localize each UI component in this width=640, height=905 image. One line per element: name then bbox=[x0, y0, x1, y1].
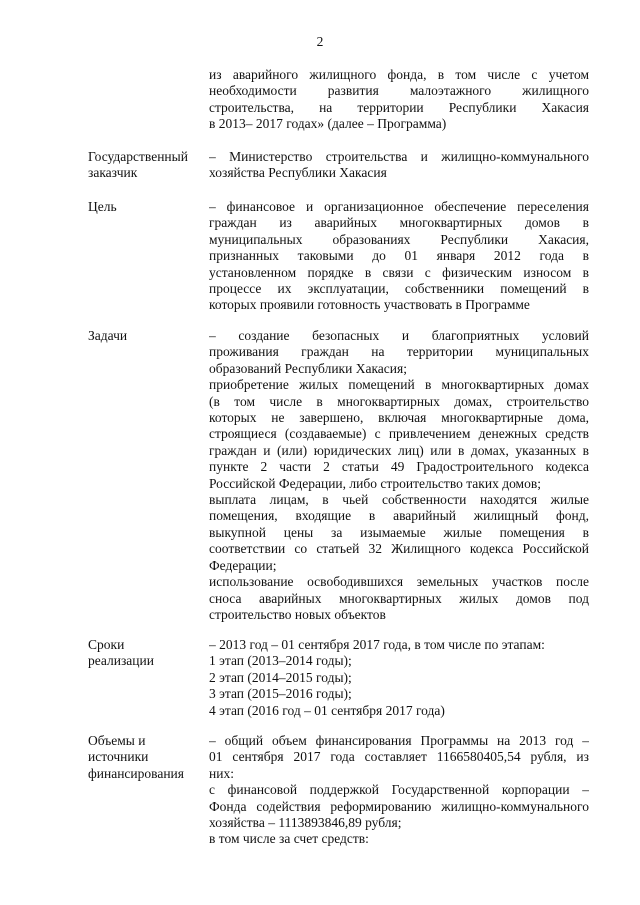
text-line: Российской Федерации, либо строительство таких домов; bbox=[209, 475, 541, 491]
text-line: установленном порядке в связи с физическим износом в bbox=[209, 264, 589, 280]
text-line: – 2013 год – 01 сентября 2017 года, в том числе по этапам: bbox=[209, 637, 545, 652]
text-line: строительства, на территории Республики Хакасия bbox=[209, 99, 589, 115]
label-line: заказчик bbox=[88, 165, 138, 181]
text-line: в том числе за счет средств: bbox=[209, 831, 369, 847]
text-line: образований Республики Хакасия; bbox=[209, 360, 407, 376]
label-line: Сроки bbox=[88, 637, 125, 652]
content-funding bbox=[209, 733, 589, 848]
text-line: (в том числе в многоквартирных домах, строительство bbox=[209, 393, 589, 409]
text-line: признанных таковыми до 01 января 2012 года в bbox=[209, 248, 589, 264]
text-line: граждан и (или) юридических лиц) или в домах, указанных в bbox=[209, 442, 589, 458]
label-timeline bbox=[88, 637, 198, 670]
text-line: хозяйства – 1113893846,89 рубля; bbox=[209, 815, 402, 831]
text-line: – создание безопасных и благоприятных условий bbox=[209, 328, 589, 343]
text-line: Фонда содействия реформированию жилищно-коммунального bbox=[209, 798, 589, 814]
content-goal bbox=[209, 199, 589, 314]
text-line: пункте 2 части 2 статьи 49 Градостроительного кодекса bbox=[209, 459, 589, 475]
text-line: – финансовое и организационное обеспечение переселения bbox=[209, 199, 589, 214]
text-line: сноса аварийных многоквартирных жилых домов под bbox=[209, 590, 589, 606]
text-line: – общий объем финансирования Программы на 2013 год – bbox=[209, 733, 589, 748]
text-line: муниципальных образованиях Республики Хакасия, bbox=[209, 231, 589, 247]
text-line: граждан из аварийных многоквартирных домов в bbox=[209, 215, 589, 231]
text-line: соответствии со статьей 32 Жилищного кодекса Российской bbox=[209, 541, 589, 557]
text-line: выкупной цены за изымаемые жилые помещения в bbox=[209, 524, 589, 540]
text-line: 3 этап (2015–2016 годы); bbox=[209, 686, 352, 702]
label-goal bbox=[88, 199, 198, 215]
text-line: процессе их эксплуатации, собственники помещений в bbox=[209, 281, 589, 297]
text-line: необходимости развития малоэтажного жилищного bbox=[209, 83, 589, 99]
label-line: Задачи bbox=[88, 328, 128, 343]
text-line: которых не завершено, включая многоквартирные дома, bbox=[209, 410, 589, 426]
text-line: из аварийного жилищного фонда, в том числе с учетом bbox=[209, 67, 589, 82]
text-line: в 2013– 2017 годах» (далее – Программа) bbox=[209, 116, 447, 132]
label-tasks bbox=[88, 328, 198, 344]
text-line: Федерации; bbox=[209, 557, 277, 573]
text-line: 1 этап (2013–2014 годы); bbox=[209, 653, 352, 669]
content-state-customer bbox=[209, 149, 589, 182]
text-line: них: bbox=[209, 765, 234, 781]
text-line: использование освободившихся земельных участков после bbox=[209, 574, 589, 590]
text-line: 4 этап (2016 год – 01 сентября 2017 года) bbox=[209, 702, 445, 718]
text-line: приобретение жилых помещений в многоквартирных домах bbox=[209, 377, 589, 393]
label-line: реализации bbox=[88, 653, 154, 669]
text-line: 2 этап (2014–2015 годы); bbox=[209, 669, 352, 685]
text-line: строящиеся (создаваемые) с привлечением денежных средств bbox=[209, 426, 589, 442]
content-timeline bbox=[209, 637, 589, 719]
label-funding bbox=[88, 733, 198, 782]
text-line: выплата лицам, в чьей собственности находятся жилые bbox=[209, 492, 589, 508]
label-line: Цель bbox=[88, 199, 117, 214]
text-line: 01 сентября 2017 года составляет 1166580405,54 рубля, из bbox=[209, 749, 589, 765]
text-line: проживания граждан на территории муниципальных bbox=[209, 344, 589, 360]
text-line: хозяйства Республики Хакасия bbox=[209, 165, 387, 181]
text-line: строительство новых объектов bbox=[209, 606, 386, 622]
label-state-customer bbox=[88, 149, 198, 182]
text-line: которых проявили готовность участвовать в Программе bbox=[209, 297, 530, 313]
content-tasks bbox=[209, 328, 589, 623]
page-number: 2 bbox=[316, 34, 324, 49]
label-line: Объемы и bbox=[88, 733, 146, 748]
label-line: финансирования bbox=[88, 765, 184, 781]
text-line: – Министерство строительства и жилищно-коммунального bbox=[209, 149, 589, 164]
label-line: источники bbox=[88, 749, 149, 765]
text-line: помещения, входящие в аварийный жилищный фонд, bbox=[209, 508, 589, 524]
text-line: с финансовой поддержкой Государственной корпорации – bbox=[209, 782, 589, 798]
program-title-continuation bbox=[209, 67, 589, 133]
label-line: Государственный bbox=[88, 149, 188, 164]
